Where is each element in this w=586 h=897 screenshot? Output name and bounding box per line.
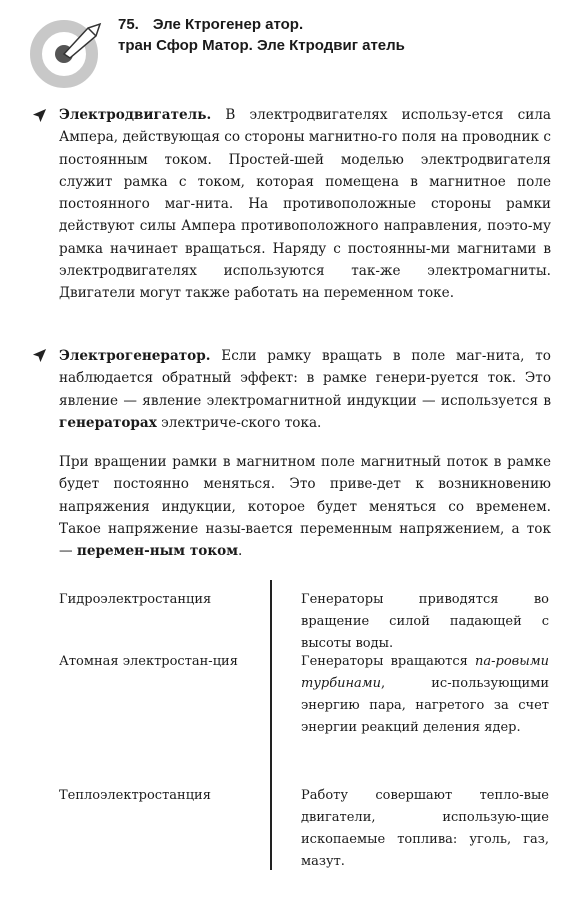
plant-name: Гидроэлектростанция xyxy=(59,592,212,607)
arrow-pointer-icon xyxy=(32,108,47,123)
term-electric-motor: Электродвигатель. xyxy=(59,107,212,123)
term-generators: генераторах xyxy=(59,414,157,431)
power-plant-table xyxy=(59,589,549,875)
heading-line-2: тран Сфор Матор. Эле Ктродвиг атель xyxy=(118,37,405,54)
term-alternating-current: перемен-ным током xyxy=(76,543,239,560)
description-text: Генераторы вращаются xyxy=(301,654,476,669)
table-row xyxy=(59,651,549,785)
paragraph-electric-motor xyxy=(59,104,551,305)
motor-text: В электродвигателях использу-ется сила Ампера, действующая со стороны магнитно-го поля на проводник с постоянным током. Простей-шей моделью электродвигателя служит рамка с током, которая помещена в магнитное поле постоянного маг-нита. На противоположные стороны рамки действуют силы Ампера противоположного направления, поэто-му рамка начинает вращаться. Наряду с постоянны-ми магнитами в электродвигателях используются так-же электромагниты. Двигатели могут также работать на переменном токе. xyxy=(59,107,551,302)
plant-description: Работу совершают тепло-вые двигатели, использую-щие ископаемые топлива: уголь, газ, мазут. xyxy=(301,788,549,869)
description-text: , ис-пользующими энергию пара, нагретого за счет энергии реакций деления ядер. xyxy=(301,676,549,735)
description-italic: па-ровыми турбинами xyxy=(301,654,549,691)
heading-line-1: Эле Ктрогенер атор. xyxy=(152,16,304,33)
ac-text-a: При вращении рамки в магнитном поле магнитный поток в рамке будет постоянно меняться. Это приве-дет к возникновению напряжения индукции, которое будет меняться со временем. Такое напряжение назы-вается переменным напряжением, а ток — xyxy=(59,454,551,560)
pencil-circle-icon xyxy=(30,14,104,88)
paragraph-alternating-current xyxy=(59,451,551,562)
plant-description xyxy=(279,651,549,785)
section-heading xyxy=(118,14,405,56)
term-generator: Электрогенератор. xyxy=(59,348,211,364)
plant-description: Генераторы приводятся во вращение силой падающей с высоты воды. xyxy=(301,592,549,651)
paragraph-generator xyxy=(59,345,551,434)
plant-name: Атомная электростан-ция xyxy=(59,654,238,669)
section-number: 75. xyxy=(118,16,139,33)
table-row xyxy=(59,785,549,875)
generator-text-b: электриче-ского тока. xyxy=(156,414,322,431)
plant-name: Теплоэлектростанция xyxy=(59,788,211,803)
ac-text-b: . xyxy=(238,543,243,560)
arrow-pointer-icon xyxy=(32,348,47,363)
table-row xyxy=(59,589,549,651)
generator-text-a: Если рамку вращать в поле маг-нита, то наблюдается обратный эффект: в рамке генери-руется ток. Это явление — явление электромагнитной индукции — используется в xyxy=(59,348,551,409)
